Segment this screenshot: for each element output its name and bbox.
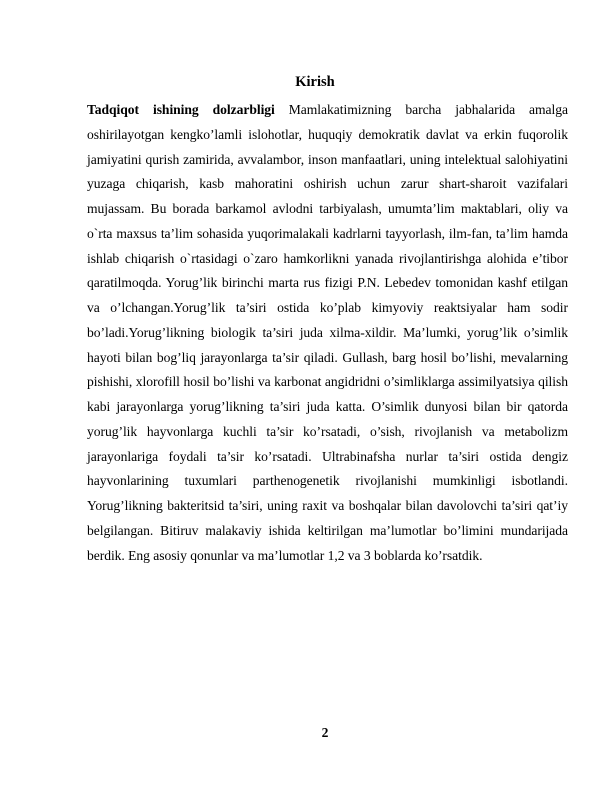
paragraph-text: Mamlakatimizning barcha jabhalarida amalga oshirilayotgan kengko’lamli islohotlar, huquqiy demokratik davlat va erkin fuqorolik jamiyatini qurish zamirida, avvalambor, inson manfaatlari, uning intelektual salohiyatini yuzaga chiqarish, kasb mahoratini oshirish uchun zarur shart-sharoit vazifalari mujassam. Bu borada barkamol avlodni tarbiyalash, umumta’lim maktablari, oliy va o`rta maxsus ta’lim sohasida yuqorimalakali kadrlarni tayyorlash, ilm-fan, ta’lim hamda ishlab chiqarish o`rtasidagi o`zaro hamkorlikni yanada rivojlantirishga alohida e’tibor qaratilmoqda. Yorug’lik birinchi marta rus fizigi P.N. Lebedev tomonidan kashf etilgan va o’lchangan.Yorug’lik ta’siri ostida ko’plab kimyoviy reaktsiyalar ham sodir bo’ladi.Yorug’likning biologik ta’siri juda xilma-xildir. Ma’lumki, yorug’lik o’simlik hayoti bilan bog’liq jarayonlarga ta’sir qiladi. Gullash, barg hosil bo’lishi, mevalarning pishishi, xlorofill hosil bo’lishi va karbonat angidridni o’simliklarga assimilyatsiya qilish kabi jarayonlarga yorug’likning ta’siri juda katta. O’simlik dunyosi bilan bir qatorda yorug’lik hayvonlarga kuchli ta’sir ko’rsatadi, o’sish, rivojlanish va metabolizm jarayonlariga foydali ta’sir ko’rsatadi. Ultrabinafsha nurlar ta’siri ostida dengiz hayvonlarining tuxumlari parthenogenetik rivojlanishi mumkinligi isbotlandi. Yorug’likning bakteritsid ta’siri, uning raxit va boshqalar bilan davolovchi ta’siri qat’iy belgilangan. Bitiruv malakaviy ishida keltirilgan ma’lumotlar bo’limini mundarijada berdik. Eng asosiy qonunlar va ma’lumotlar 1,2 va 3 boblarda ko’rsatdik. — [87, 102, 568, 563]
page-number: 2 — [321, 725, 329, 740]
body-paragraph — [87, 98, 568, 568]
lead-phrase: Tadqiqot ishining dolzarbligi — [87, 102, 275, 117]
section-heading: Kirish — [295, 74, 335, 90]
